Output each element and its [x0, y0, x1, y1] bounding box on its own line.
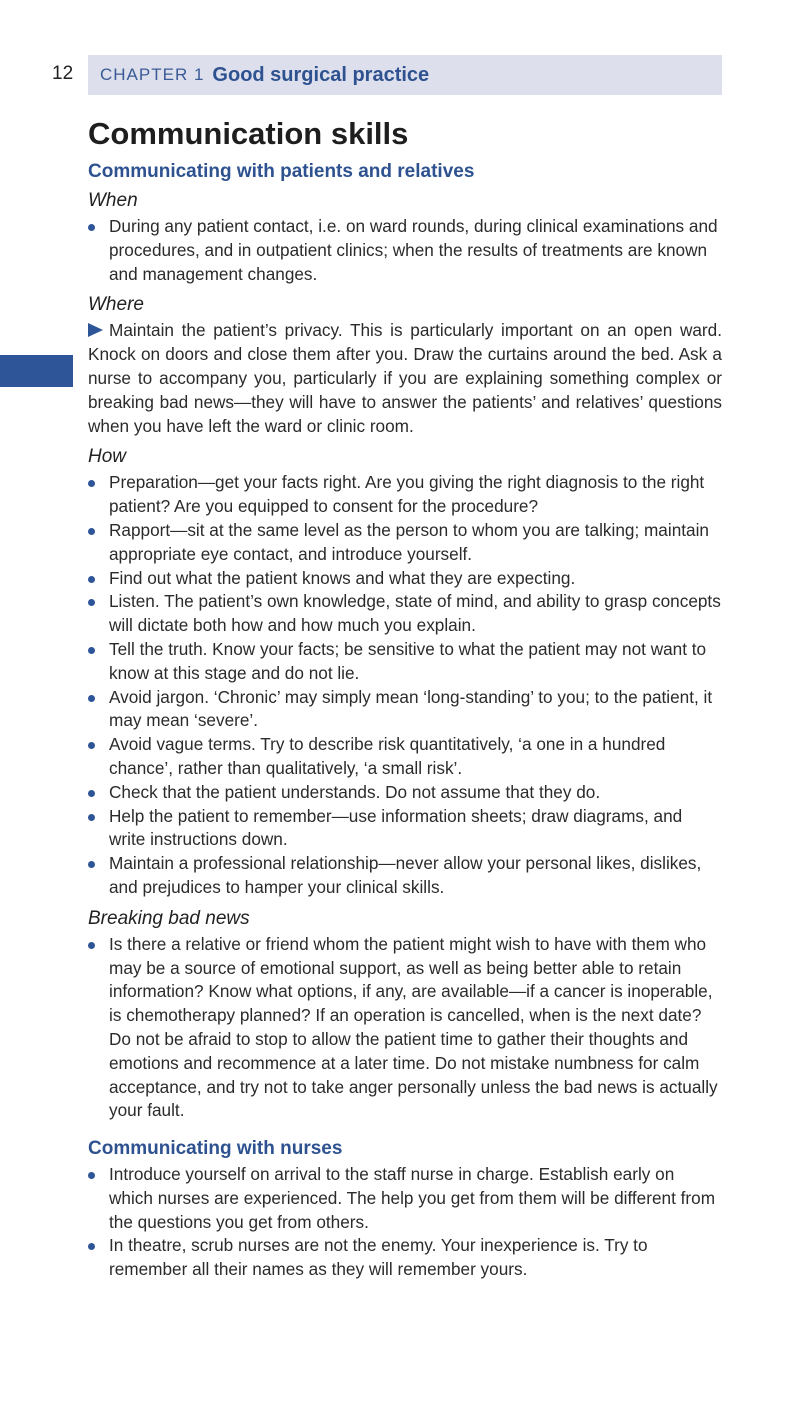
- bullet-icon: [88, 1172, 95, 1179]
- page-number: 12: [52, 63, 74, 84]
- when-heading: When: [88, 190, 138, 211]
- list-item: Preparation—get your facts right. Are you giving the right diagnosis to the right patient? Are you equipped to consent for the procedure?: [88, 471, 722, 519]
- section-title: Communication skills: [88, 116, 409, 151]
- breaking-bad-news-list: [88, 933, 722, 1123]
- bullet-icon: [88, 861, 95, 868]
- list-item: Find out what the patient knows and what they are expecting.: [88, 567, 722, 591]
- list-item: Maintain a professional relationship—never allow your personal likes, dislikes, and prejudices to hamper your clinical skills.: [88, 852, 722, 900]
- when-list: [88, 215, 722, 286]
- bullet-icon: [88, 647, 95, 654]
- subsection-heading-nurses: Communicating with nurses: [88, 1138, 343, 1160]
- list-item: In theatre, scrub nurses are not the enemy. Your inexperience is. Try to remember all their names as they will remember yours.: [88, 1234, 722, 1282]
- nurses-list: [88, 1163, 722, 1282]
- list-item: Is there a relative or friend whom the patient might wish to have with them who may be a source of emotional support, as well as being better able to retain information? Know what options, if any, are available—if a cancer is inoperable, is chemotherapy planned? If an operation is cancelled, when is the next date? Do not be afraid to stop to allow the patient time to gather their thoughts and emotions and recommence at a later time. Do not mistake numbness for calm acceptance, and try not to take anger personally unless the bad news is actually your fault.: [88, 933, 722, 1123]
- bullet-icon: [88, 480, 95, 487]
- bullet-icon: [88, 942, 95, 949]
- list-item: Avoid vague terms. Try to describe risk quantitatively, ‘a one in a hundred chance’, rather than qualitatively, ‘a small risk’.: [88, 733, 722, 781]
- chapter-label: CHAPTER 1: [100, 65, 205, 84]
- breaking-bad-news-heading: Breaking bad news: [88, 907, 250, 929]
- bullet-icon: [88, 576, 95, 583]
- bullet-icon: [88, 814, 95, 821]
- where-paragraph: Maintain the patient’s privacy. This is particularly important on an open ward. Knock on doors and close them after you. Draw the curtains around the bed. Ask a nurse to accompany you, particularly if you are explaining something complex or breaking bad news—they will have to answer the patients’ and relatives’ questions when you have left the ward or clinic room.: [88, 320, 722, 436]
- list-item: Rapport—sit at the same level as the person to whom you are talking; maintain appropriate eye contact, and introduce yourself.: [88, 519, 722, 567]
- bullet-icon: [88, 599, 95, 606]
- page-content: [88, 110, 722, 1282]
- bullet-icon: [88, 695, 95, 702]
- chapter-thumb-tab: [0, 355, 73, 387]
- how-heading: How: [88, 446, 127, 468]
- how-list: [88, 471, 722, 899]
- list-item: Help the patient to remember—use information sheets; draw diagrams, and write instructions down.: [88, 805, 722, 853]
- bullet-icon: [88, 742, 95, 749]
- bullet-icon: [88, 528, 95, 535]
- subsection-heading-patients: Communicating with patients and relatives: [88, 161, 475, 182]
- arrow-icon: [88, 323, 103, 337]
- list-item: Tell the truth. Know your facts; be sensitive to what the patient may not want to know at this stage and do not lie.: [88, 638, 722, 686]
- list-item: During any patient contact, i.e. on ward rounds, during clinical examinations and procedures, and in outpatient clinics; when the results of treatments are known and management changes.: [88, 215, 722, 286]
- bullet-icon: [88, 790, 95, 797]
- bullet-icon: [88, 224, 95, 231]
- list-item: Introduce yourself on arrival to the staff nurse in charge. Establish early on which nurses are experienced. The help you get from them will be different from the questions you get from others.: [88, 1163, 722, 1234]
- list-item: Check that the patient understands. Do not assume that they do.: [88, 781, 722, 805]
- running-header: [88, 55, 722, 95]
- chapter-title: Good surgical practice: [212, 63, 430, 86]
- list-item: Avoid jargon. ‘Chronic’ may simply mean ‘long-standing’ to you; to the patient, it may mean ‘severe’.: [88, 686, 722, 734]
- bullet-icon: [88, 1243, 95, 1250]
- list-item: Listen. The patient’s own knowledge, state of mind, and ability to grasp concepts will dictate both how and how much you explain.: [88, 590, 722, 638]
- where-heading: Where: [88, 294, 144, 316]
